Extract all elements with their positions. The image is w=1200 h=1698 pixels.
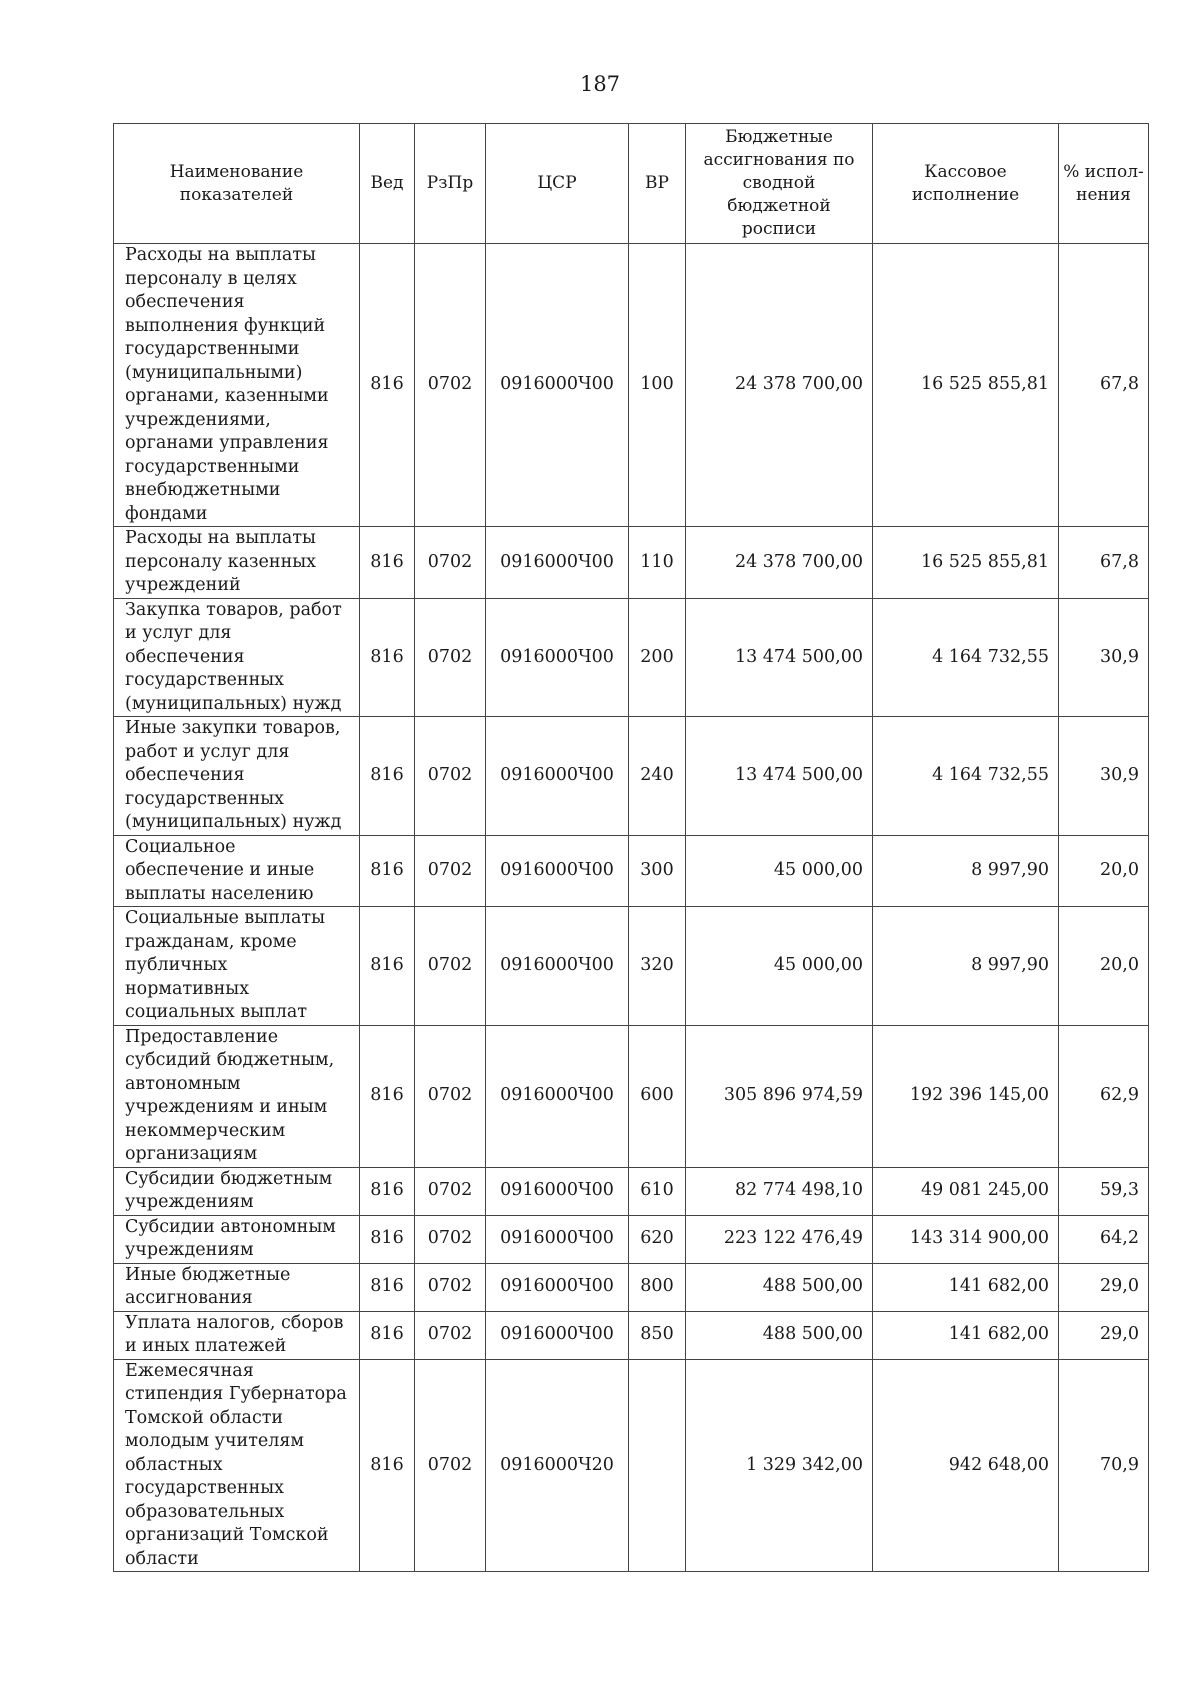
row-csr: 0916000Ч00 [486, 244, 629, 527]
row-cash: 143 314 900,00 [873, 1215, 1059, 1263]
row-percent: 62,9 [1059, 1025, 1149, 1167]
row-budget: 1 329 342,00 [686, 1359, 873, 1572]
row-rzpr: 0702 [415, 1215, 486, 1263]
header-name: Наименование показателей [114, 124, 360, 244]
row-ved: 816 [360, 1263, 415, 1311]
row-vr: 100 [629, 244, 686, 527]
row-percent: 67,8 [1059, 244, 1149, 527]
table-row [114, 907, 1149, 1026]
row-csr: 0916000Ч00 [486, 1215, 629, 1263]
row-rzpr: 0702 [415, 598, 486, 717]
row-budget: 305 896 974,59 [686, 1025, 873, 1167]
row-percent: 67,8 [1059, 527, 1149, 599]
row-cash: 192 396 145,00 [873, 1025, 1059, 1167]
row-ved: 816 [360, 1167, 415, 1215]
row-csr: 0916000Ч00 [486, 835, 629, 907]
row-rzpr: 0702 [415, 835, 486, 907]
row-budget: 223 122 476,49 [686, 1215, 873, 1263]
row-cash: 16 525 855,81 [873, 244, 1059, 527]
row-vr: 620 [629, 1215, 686, 1263]
row-percent: 29,0 [1059, 1311, 1149, 1359]
row-budget: 488 500,00 [686, 1263, 873, 1311]
table-row [114, 527, 1149, 599]
row-csr: 0916000Ч00 [486, 527, 629, 599]
row-vr: 320 [629, 907, 686, 1026]
table-row [114, 598, 1149, 717]
row-name: Расходы на выплаты персоналу казенных учреждений [114, 527, 360, 599]
row-ved: 816 [360, 244, 415, 527]
row-name: Социальные выплаты гражданам, кроме публичных нормативных социальных выплат [114, 907, 360, 1026]
row-percent: 29,0 [1059, 1263, 1149, 1311]
row-name: Закупка товаров, работ и услуг для обеспечения государственных (муниципальных) нужд [114, 598, 360, 717]
row-ved: 816 [360, 598, 415, 717]
row-vr: 800 [629, 1263, 686, 1311]
row-percent: 30,9 [1059, 717, 1149, 836]
page-number: 187 [579, 72, 621, 96]
row-percent: 70,9 [1059, 1359, 1149, 1572]
table-row [114, 1215, 1149, 1263]
header-cash: Кассовое исполнение [873, 124, 1059, 244]
row-cash: 16 525 855,81 [873, 527, 1059, 599]
row-budget: 45 000,00 [686, 907, 873, 1026]
row-cash: 8 997,90 [873, 907, 1059, 1026]
table-row [114, 717, 1149, 836]
row-ved: 816 [360, 527, 415, 599]
row-cash: 4 164 732,55 [873, 598, 1059, 717]
row-ved: 816 [360, 1359, 415, 1572]
header-ved: Вед [360, 124, 415, 244]
row-percent: 59,3 [1059, 1167, 1149, 1215]
row-ved: 816 [360, 907, 415, 1026]
row-rzpr: 0702 [415, 1311, 486, 1359]
row-cash: 8 997,90 [873, 835, 1059, 907]
row-ved: 816 [360, 1311, 415, 1359]
table-row [114, 835, 1149, 907]
row-rzpr: 0702 [415, 717, 486, 836]
table-row [114, 1359, 1149, 1572]
header-percent: % испол-нения [1059, 124, 1149, 244]
row-csr: 0916000Ч00 [486, 1311, 629, 1359]
row-name: Субсидии бюджетным учреждениям [114, 1167, 360, 1215]
row-cash: 141 682,00 [873, 1311, 1059, 1359]
row-budget: 488 500,00 [686, 1311, 873, 1359]
header-rzpr: РзПр [415, 124, 486, 244]
table-row [114, 1311, 1149, 1359]
row-cash: 942 648,00 [873, 1359, 1059, 1572]
row-name: Иные закупки товаров, работ и услуг для обеспечения государственных (муниципальных) нужд [114, 717, 360, 836]
table-row [114, 1025, 1149, 1167]
row-budget: 13 474 500,00 [686, 717, 873, 836]
budget-execution-table [113, 123, 1149, 1572]
row-cash: 49 081 245,00 [873, 1167, 1059, 1215]
row-rzpr: 0702 [415, 1167, 486, 1215]
row-ved: 816 [360, 835, 415, 907]
row-budget: 24 378 700,00 [686, 244, 873, 527]
row-name: Социальное обеспечение и иные выплаты населению [114, 835, 360, 907]
row-rzpr: 0702 [415, 1025, 486, 1167]
row-ved: 816 [360, 1025, 415, 1167]
row-rzpr: 0702 [415, 1263, 486, 1311]
row-csr: 0916000Ч00 [486, 907, 629, 1026]
row-budget: 24 378 700,00 [686, 527, 873, 599]
row-budget: 82 774 498,10 [686, 1167, 873, 1215]
table-row [114, 1263, 1149, 1311]
header-budget: Бюджетные ассигнования по сводной бюджетной росписи [686, 124, 873, 244]
header-csr: ЦСР [486, 124, 629, 244]
row-vr: 600 [629, 1025, 686, 1167]
row-name: Уплата налогов, сборов и иных платежей [114, 1311, 360, 1359]
row-vr: 110 [629, 527, 686, 599]
header-vr: ВР [629, 124, 686, 244]
row-vr: 240 [629, 717, 686, 836]
row-csr: 0916000Ч00 [486, 1025, 629, 1167]
row-vr [629, 1359, 686, 1572]
row-cash: 4 164 732,55 [873, 717, 1059, 836]
row-rzpr: 0702 [415, 1359, 486, 1572]
row-budget: 13 474 500,00 [686, 598, 873, 717]
row-csr: 0916000Ч00 [486, 717, 629, 836]
row-ved: 816 [360, 1215, 415, 1263]
row-name: Ежемесячная стипендия Губернатора Томской области молодым учителям областных государственных образовательных организаций Томской области [114, 1359, 360, 1572]
row-vr: 850 [629, 1311, 686, 1359]
row-csr: 0916000Ч00 [486, 1263, 629, 1311]
row-percent: 30,9 [1059, 598, 1149, 717]
row-rzpr: 0702 [415, 244, 486, 527]
row-vr: 610 [629, 1167, 686, 1215]
row-name: Предоставление субсидий бюджетным, автономным учреждениям и иным некоммерческим организациям [114, 1025, 360, 1167]
row-csr: 0916000Ч00 [486, 1167, 629, 1215]
row-percent: 20,0 [1059, 835, 1149, 907]
row-rzpr: 0702 [415, 907, 486, 1026]
row-vr: 300 [629, 835, 686, 907]
row-budget: 45 000,00 [686, 835, 873, 907]
row-rzpr: 0702 [415, 527, 486, 599]
row-csr: 0916000Ч00 [486, 598, 629, 717]
row-ved: 816 [360, 717, 415, 836]
row-percent: 20,0 [1059, 907, 1149, 1026]
row-name: Иные бюджетные ассигнования [114, 1263, 360, 1311]
row-name: Субсидии автономным учреждениям [114, 1215, 360, 1263]
row-cash: 141 682,00 [873, 1263, 1059, 1311]
table-row [114, 1167, 1149, 1215]
row-csr: 0916000Ч20 [486, 1359, 629, 1572]
table-header-row [114, 124, 1149, 244]
row-name: Расходы на выплаты персоналу в целях обеспечения выполнения функций государственными (муниципальными) органами, казенными учреждениями, органами управления государственными внебюджетными фондами [114, 244, 360, 527]
table-row [114, 244, 1149, 527]
row-vr: 200 [629, 598, 686, 717]
row-percent: 64,2 [1059, 1215, 1149, 1263]
